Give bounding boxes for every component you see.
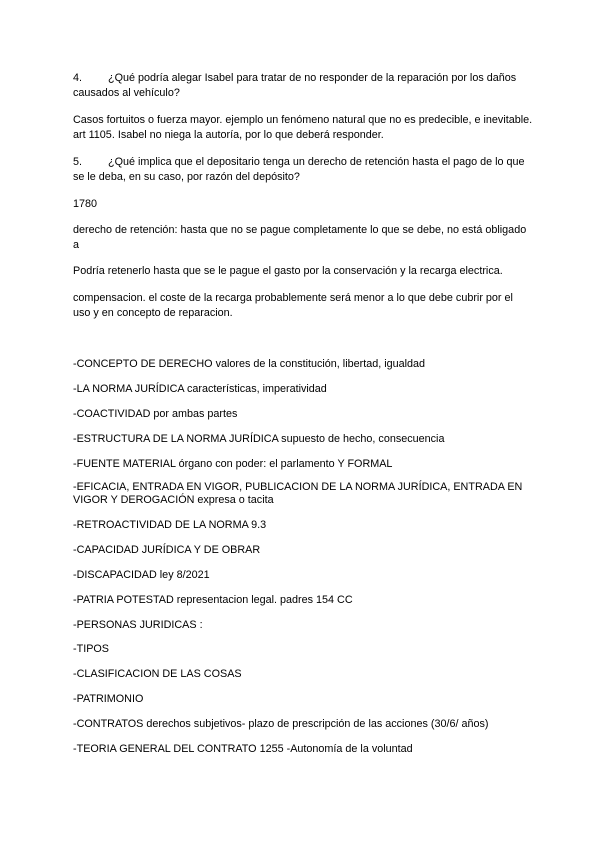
topic-item: -COACTIVIDAD por ambas partes xyxy=(73,408,238,420)
question-number: 5. xyxy=(73,156,83,168)
topic-item: -FUENTE MATERIAL órgano con poder: el parlamento Y FORMAL xyxy=(73,458,393,470)
question-4 xyxy=(73,71,533,101)
topic-item: -LA NORMA JURÍDICA características, imperatividad xyxy=(73,383,327,395)
topic-item: -PATRIA POTESTAD representacion legal. padres 154 CC xyxy=(73,594,353,606)
question-text: ¿Qué implica que el depositario tenga un derecho de retención hasta el pago de lo que se le deba, en su caso, por razón del depósito? xyxy=(73,156,525,183)
topic-item: -CONTRATOS derechos subjetivos- plazo de prescripción de las acciones (30/6/ años) xyxy=(73,718,489,730)
topic-item: -DISCAPACIDAD ley 8/2021 xyxy=(73,569,210,581)
topic-item: -CAPACIDAD JURÍDICA Y DE OBRAR xyxy=(73,544,261,556)
topic-item: -EFICACIA, ENTRADA EN VIGOR, PUBLICACION DE LA NORMA JURÍDICA, ENTRADA EN VIGOR Y DEROGACIÓN expresa o tacita xyxy=(73,481,523,506)
topic-item: -TIPOS xyxy=(73,643,109,655)
topic-item: -TEORIA GENERAL DEL CONTRATO 1255 -Autonomía de la voluntad xyxy=(73,743,413,755)
topic-item: -PATRIMONIO xyxy=(73,693,144,705)
article-number: 1780 xyxy=(73,198,98,210)
answer-5-paragraph: compensacion. el coste de la recarga probablemente será menor a lo que debe cubrir por el uso y en concepto de reparacion. xyxy=(73,292,513,319)
topic-item: -RETROACTIVIDAD DE LA NORMA 9.3 xyxy=(73,519,267,531)
topic-item: -ESTRUCTURA DE LA NORMA JURÍDICA supuesto de hecho, consecuencia xyxy=(73,433,445,445)
answer-5-paragraph: Podría retenerlo hasta que se le pague el gasto por la conservación y la recarga electrica. xyxy=(73,265,503,277)
answer-5-paragraph: derecho de retención: hasta que no se pague completamente lo que se debe, no está obligado a xyxy=(73,224,527,251)
topic-item: -CONCEPTO DE DERECHO valores de la constitución, libertad, igualdad xyxy=(73,358,426,370)
question-text: ¿Qué podría alegar Isabel para tratar de no responder de la reparación por los daños causados al vehículo? xyxy=(73,72,517,99)
question-number: 4. xyxy=(73,72,83,84)
topic-item: -PERSONAS JURIDICAS : xyxy=(73,619,203,631)
answer-4-paragraph: Casos fortuitos o fuerza mayor. ejemplo un fenómeno natural que no es predecible, e inevitable. art 1105. Isabel no niega la autoría, por lo que deberá responder. xyxy=(73,114,533,141)
question-5 xyxy=(73,155,533,185)
topic-item: -CLASIFICACION DE LAS COSAS xyxy=(73,668,242,680)
